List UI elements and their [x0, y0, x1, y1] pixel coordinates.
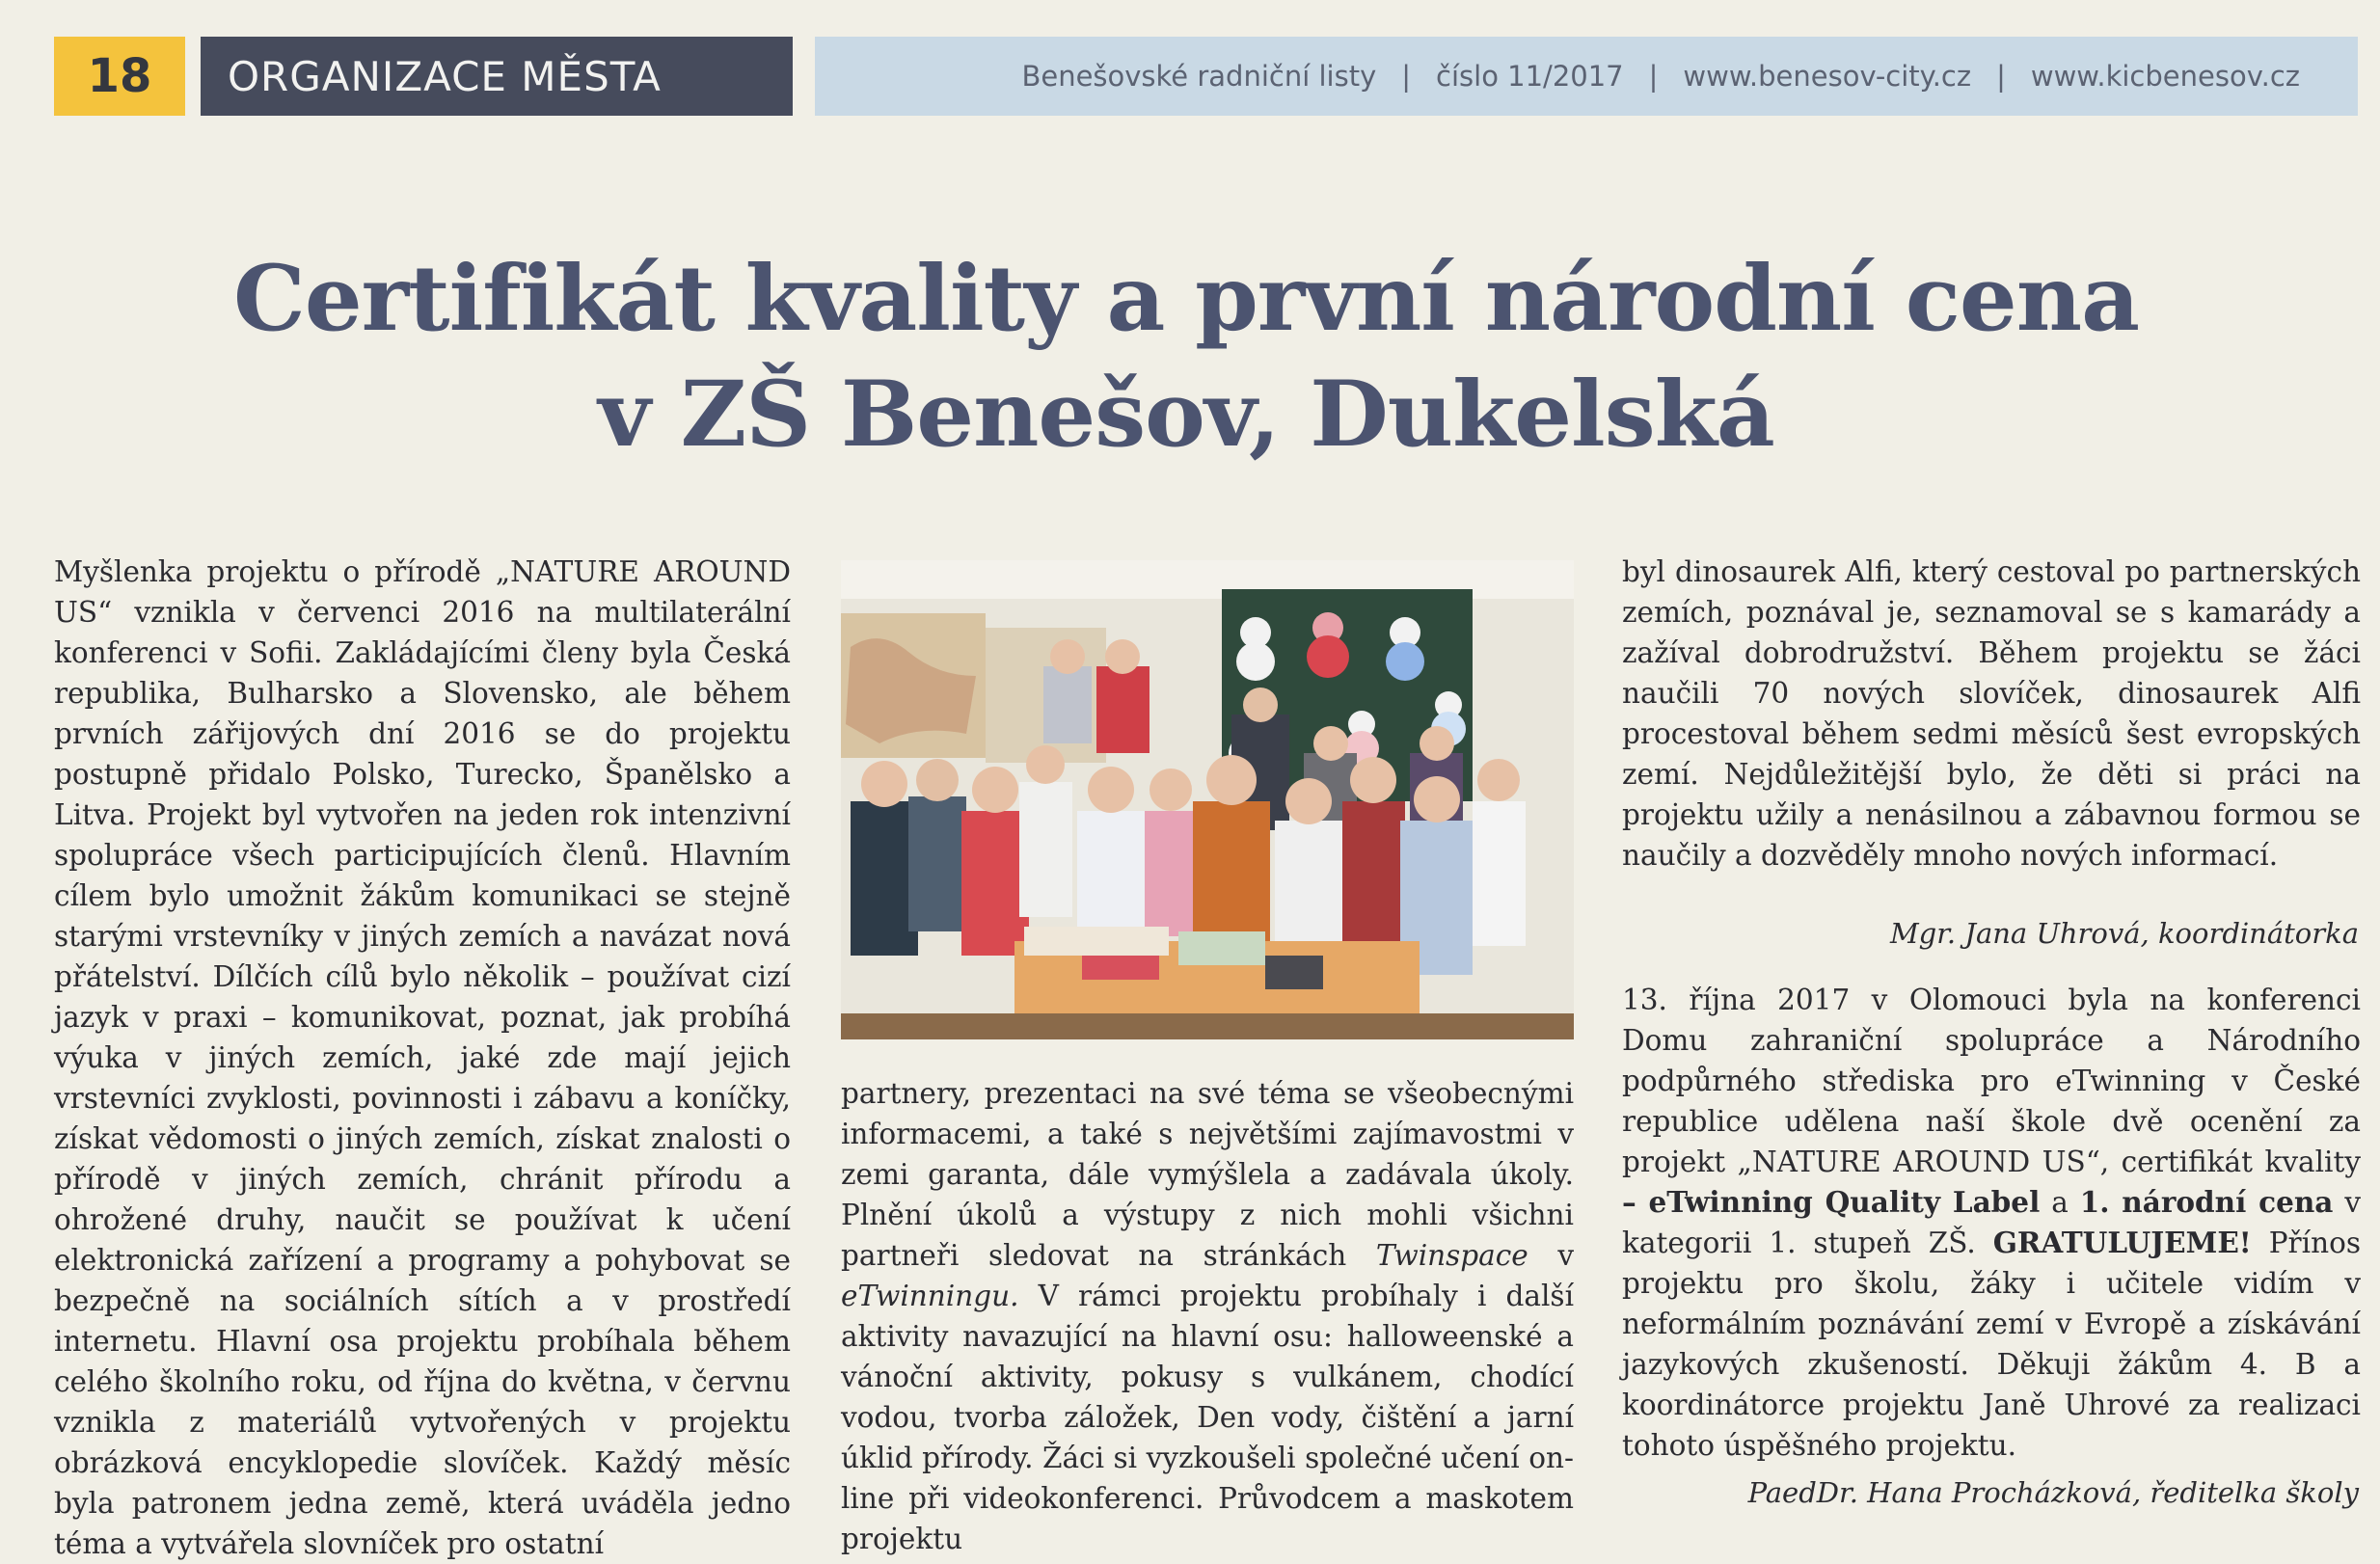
website-link-city[interactable]: www.benesov-city.cz [1683, 60, 1972, 93]
separator: | [1401, 60, 1412, 93]
text-run: Přínos projektu pro školu, žáky i učitele vidím v neformálním poznávání zemí v Evropě a získávání jazykových zkušeností. Děkuji žákům 4. B a koordinátorce projektu Janě Uhrové za realizaci tohoto úspěšného projektu. [1622, 1227, 2361, 1462]
signature-director: PaedDr. Hana Procházková, ředitelka školy [1747, 1476, 2359, 1509]
article-column-2 [841, 1073, 1574, 1559]
text-run-bold: – eTwinning Quality Label [1622, 1185, 2041, 1219]
article-column-3 [1622, 552, 2361, 1466]
class-photo-image [841, 560, 1574, 1039]
class-photo [841, 560, 1574, 1039]
signature-coordinator: Mgr. Jana Uhrová, koordinátorka [1889, 917, 2359, 950]
headline-line-1: Certifikát kvality a první národní cena [233, 246, 2139, 352]
issue-number: číslo 11/2017 [1436, 60, 1624, 93]
text-run-bold: GRATULUJEME! [1992, 1226, 2252, 1259]
headline-line-2: v ZŠ Benešov, Dukelská [598, 362, 1774, 468]
text-run-italic: Twinspace [1375, 1239, 1528, 1272]
text-run-italic: eTwinningu. [841, 1280, 1019, 1312]
article-paragraph: Myšlenka projektu o přírodě „NATURE AROUND US“ vznikla v červenci 2016 na multilaterální konferenci v Sofii. Zakládajícími členy byla Česká republika, Bulharsko a Slovensko, ale během prvních zářijových dní 2016 se do projektu postupně přidalo Polsko, Turecko, Španělsko a Litva. Projekt byl vytvořen na jeden rok intenzivní spolupráce všech participujících členů. Hlavním cílem bylo umožnit žákům komunikaci se stejně starými vrstevníky v jiných zemích a navázat nová přátelství. Dílčích cílů bylo několik – používat cizí jazyk v praxi – komunikovat, poznat, jak probíhá výuka v jiných zemích, jaké zde mají jejich vrstevníci zvyklosti, povinnosti i zábavu a koníčky, získat vědomosti o jiných zemích, získat znalosti o přírodě v jiných zemích, chránit přírodu a ohrožené druhy, naučit se používat k učení elektronická zařízení a programy a pohybovat se bezpečně na sociálních sítích a v prostředí internetu. Hlavní osa projektu probíhala během celého školního roku, od října do května, v červnu vznikla z materiálů vytvořených v projektu obrázková encyklopedie slovíček. Každý měsíc byla patronem jedna země, která uváděla jedno téma a vytvářela slovníček pro ostatní [54, 555, 791, 1560]
website-link-kic[interactable]: www.kicbenesov.cz [2030, 60, 2300, 93]
text-run: partnery, prezentaci na své téma se všeobecnými informacemi, a také s největšími zajímavostmi v zemi garanta, dále vymýšlela a zadávala úkoly. Plnění úkolů a výstupy z nich mohli všichni partneři sledovat na stránkách [841, 1077, 1574, 1272]
text-run: v [1528, 1239, 1574, 1272]
separator: | [1996, 60, 2006, 93]
page-number: 18 [54, 37, 185, 116]
article-paragraph: byl dinosaurek Alfi, který cestoval po partnerských zemích, poznával je, seznamoval se s kamarády a zažíval dobrodružství. Během projektu se žáci naučili 70 nových slovíček, dinosaurek Alfi procestoval během sedmi měsíců šest evropských zemí. Nejdůležitější bylo, že děti si práci na projektu užily a nenásilnou a zábavnou formou se naučily a dozvěděly mnoho nových informací. [1622, 555, 2361, 872]
publication-name: Benešovské radniční listy [1021, 60, 1377, 93]
section-title: ORGANIZACE MĚSTA [201, 37, 793, 116]
text-run: a [2040, 1186, 2080, 1219]
publication-info-bar [815, 37, 2358, 116]
article-paragraph [841, 1073, 1574, 1559]
article-paragraph [1622, 980, 2361, 1466]
separator: | [1648, 60, 1659, 93]
text-run: v kategorii 1. stupeň ZŠ. [1622, 1186, 2362, 1259]
text-run-bold: 1. národní cena [2079, 1185, 2334, 1219]
text-run: 13. října 2017 v Olomouci byla na konferenci Domu zahraniční spolupráce a Národního podpůrného střediska pro eTwinning v České republice udělena naší škole dvě ocenění za projekt „NATURE AROUND US“, certifikát kvality [1622, 984, 2361, 1178]
text-run: V rámci projektu probíhaly i další aktivity navazující na hlavní osu: halloweenské a vánoční aktivity, pokusy s vulkánem, chodící vodou, tvorba záložek, Den vody, čištění a jarní úklid přírody. Žáci si vyzkoušeli společné učení on-line při videokonferenci. Průvodcem a maskotem projektu [841, 1280, 1574, 1555]
article-column-1 [54, 552, 791, 1564]
article-headline [58, 241, 2314, 472]
